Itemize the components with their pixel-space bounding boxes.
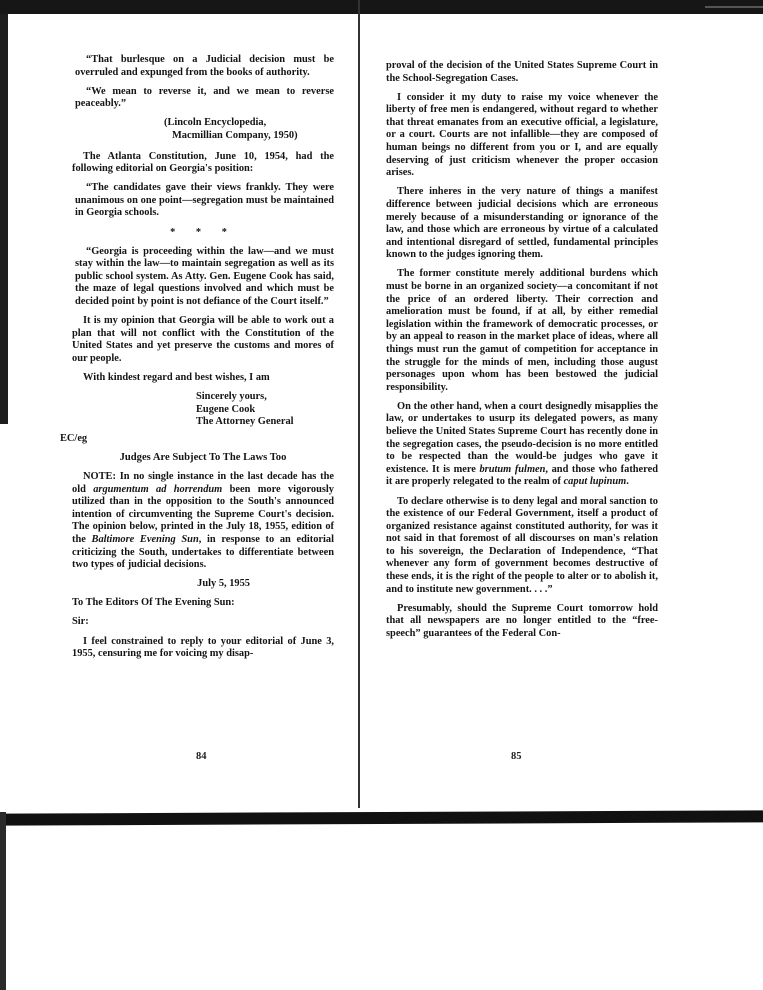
note-italic-term: argumentum ad horrendum: [93, 483, 223, 495]
quote-paragraph: “The candidates gave their views frankly. They were unanimous on one point—segregation must be maintained in Georgia schools.: [75, 182, 334, 219]
signature-name: Eugene Cook: [196, 403, 256, 415]
letter-addressee: To The Editors Of The Evening Sun:: [72, 597, 235, 609]
quote-paragraph: “Georgia is proceeding within the law—and we must stay within the law—to maintain segregation as well as its public school system. As Atty. Gen. Eugene Cook has said, the maze of legal questions involved and which must be decided point by point is not defiance of the Court itself.”: [75, 245, 334, 307]
body-paragraph: To declare otherwise is to deny legal and moral sanction to the existence of our Federal Government, itself a product of organized resistance against constituted authority, for was it not said in that foremost of all discourses on man's relation to his sovereign, the Declaration of Independence, “That whenever any form of government becomes destructive of these ends, it is the right of the people to alter or to abolish it, and to institute new government. . . .”: [386, 495, 658, 595]
italic-term: caput lupinum: [563, 476, 627, 488]
signature-title: The Attorney General: [196, 416, 294, 428]
body-paragraph: proval of the decision of the United States Supreme Court in the School-Segregation Cases.: [386, 60, 658, 84]
paragraph-text: , and those who fathered it are properly relegated to the realm of: [386, 463, 658, 488]
body-paragraph: [386, 401, 658, 489]
scan-left-edge: [0, 14, 8, 424]
book-spine-gutter: [358, 0, 360, 808]
closing-line: With kindest regard and best wishes, I am: [83, 371, 270, 383]
body-paragraph: It is my opinion that Georgia will be able to work out a plan that will not conflict with the Constitution of the United States and yet preserve the customs and mores of our people.: [72, 315, 334, 364]
paragraph-text: .: [626, 476, 629, 488]
page-number-right: 85: [511, 751, 522, 762]
signature-line: Sincerely yours,: [196, 391, 267, 403]
body-paragraph: Presumably, should the Supreme Court tomorrow hold that all newspapers are no longer entitled to the “free-speech” guarantees of the Federal Con-: [386, 602, 658, 639]
scan-corner-mark: [705, 6, 763, 8]
editor-note: [72, 471, 334, 572]
scan-bottom-border: [0, 810, 763, 825]
page-number-left: 84: [196, 751, 207, 762]
quote-paragraph: “That burlesque on a Judicial decision must be overruled and expunged from the books of authority.: [75, 54, 334, 78]
citation-line: (Lincoln Encyclopedia,: [164, 117, 267, 129]
note-text: been more vigorously utilized than in the opposition to the South's announced intention of circumventing the Supreme Court's decision. The opinion below, printed in the July 18, 1955, edition of the: [72, 483, 334, 545]
body-paragraph: I consider it my duty to raise my voice whenever the liberty of free men is endangered, without regard to whether that threat emanates from an executive official, a legislature, or a court. Courts are not infallible—they are composed of human beings no different from you or I, and are equally deserving of just criticism whenever the proper occasion arises.: [386, 91, 658, 179]
note-italic-newspaper: Baltimore Evening Sun: [91, 534, 199, 545]
signature-block: [72, 391, 334, 429]
italic-term: brutum fulmen: [479, 463, 546, 475]
paragraph-text: On the other hand, when a court designedly misapplies the law, or undertakes to usurp its delegated powers, as many believe the United States Supreme Court has recently done in the segregation cases, the pseudo-decision is no more entitled to be respected than the would-be judges who gave it existence. It is mere: [386, 400, 658, 475]
section-break-stars: * * *: [170, 226, 236, 238]
scan-bottom-left-edge: [0, 812, 6, 990]
right-page-column: [386, 60, 658, 647]
note-text: NOTE: In no single instance in the last decade has the old: [72, 471, 334, 495]
body-paragraph: The Atlanta Constitution, June 10, 1954, had the following editorial on Georgia's position:: [72, 150, 334, 175]
citation: [172, 130, 334, 143]
body-paragraph: The former constitute merely additional burdens which must be borne in an organized society—a concomitant if not the price of an ordered liberty. Their correction and amelioration must be found, if at all, by either remedial legislation within the framework of democratic processes, or by an appeal to reason in the market place of ideas, where all things must run the gamut of competition for acceptance in the struggle for the minds of men, including those august personages upon whom has been bestowed the judicial responsibility.: [386, 268, 658, 393]
section-heading: Judges Are Subject To The Laws Too: [119, 451, 287, 463]
quote-paragraph: “We mean to reverse it, and we mean to reverse peaceably.”: [75, 85, 334, 110]
letter-date: July 5, 1955: [197, 578, 250, 590]
citation-line: Macmillian Company, 1950): [172, 129, 298, 141]
typist-initials: EC/eg: [60, 432, 88, 444]
body-paragraph: There inheres in the very nature of things a manifest difference between judicial decisions which are erroneous merely because of a misunderstanding or ignorance of the law, and those which are erroneous by virtue of a calculated and intentional disregard of settled, fundamental principles known to the judges ignoring them.: [386, 186, 658, 261]
note-text: , in response to an editorial criticizing the South, undertakes to differentiate between two types of judicial decisions.: [72, 534, 334, 571]
left-page-column: [60, 54, 334, 667]
scan-top-border: [0, 0, 763, 14]
body-paragraph: I feel constrained to reply to your editorial of June 3, 1955, censuring me for voicing my disap-: [72, 635, 334, 660]
citation: [164, 117, 334, 130]
letter-salutation: Sir:: [72, 616, 89, 628]
